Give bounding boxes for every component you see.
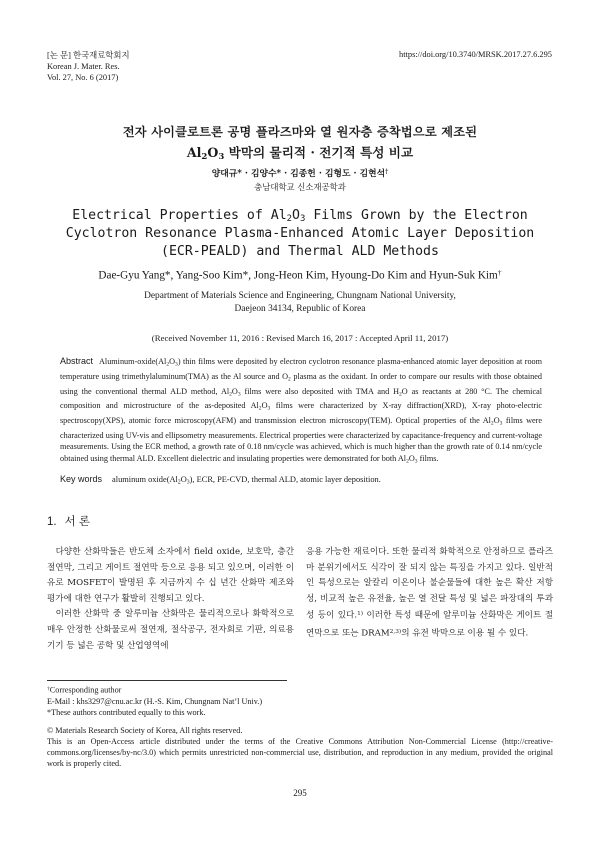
keywords [60, 474, 542, 485]
english-authors [40, 268, 560, 281]
paragraph-text: 응용 가능한 재료이다. 또한 물리적 화학적으로 안정하므로 플라즈마 분위기에서도 식각이 잘 되지 않는 특징을 가지고 있다. 일반적인 특성으로는 알칼리 이온이나 불순물들에 대한 높은 확산 저항성, 비교적 높은 유전율, 높은 열 전달 특성 및 넓은 파장대의 투과성 등이 있다. [306, 547, 553, 621]
abstract-text: films were also deposited with TMA and H [240, 386, 399, 396]
subscript: 2 [490, 420, 494, 427]
subscript: 2 [399, 390, 402, 397]
journal-name-en: Korean J. Mater. Res. [47, 62, 120, 71]
english-title-line2: Cyclotron Resonance Plasma-Enhanced Atomic Layer Deposition [65, 226, 535, 241]
corresponding-mark: † [497, 268, 502, 277]
equal-contribution-note: *These authors contributed equally to this work. [47, 707, 206, 717]
korean-affiliation: 충남대학교 신소재공학과 [254, 182, 346, 192]
abstract-text: O [493, 416, 500, 426]
subscript: 3 [218, 152, 225, 163]
journal-volume: Vol. 27, No. 6 (2017) [47, 73, 119, 82]
abstract-text: O [261, 401, 268, 411]
footnotes [47, 684, 262, 718]
section-number: 1. [47, 516, 57, 528]
paragraph: 다양한 산화막들은 반도체 소자에서 field oxide, 보호막, 층간 절연막, 그리고 게이트 절연막 등으로 응용 되고 있으며, 이러한 이유로 MOSFET이 발명된 후 지금까지 수 십 년간 산화막 제조와 평가에 대한 연구가 활발히 진행되고 있다. [47, 547, 294, 604]
license-text: This is an Open-Access article distributed under the terms of the Creative Commons Attribution Non-Commercial License (http://creative-commons.org/licenses/by-nc/3.0) which permits unrestricted non-commercial use, distribution, and reproduction in any medium, provided the original work is properly cited. [47, 737, 553, 768]
keywords-label: Key words [60, 474, 103, 484]
doi-link[interactable]: https://doi.org/10.3740/MRSK.2017.27.6.295 [399, 50, 552, 59]
paragraph [306, 545, 553, 642]
journal-name-ko: [논 문] 한국재료학회지 [47, 51, 130, 60]
formula-o: O [207, 145, 219, 160]
received-dates: (Received November 11, 2016 : Revised March 16, 2017 : Accepted April 11, 2017) [151, 333, 449, 343]
paragraph-text: 이러한 특성 때문에 알루미늄 산화막은 게이트 절연막으로 또는 DRAM [306, 611, 553, 639]
abstract-text: films. [417, 453, 439, 463]
subscript: 3 [267, 405, 271, 412]
abstract-label: Abstract [60, 356, 94, 366]
title-part: Films Grown by the Electron [305, 208, 528, 223]
subscript: 2 [406, 458, 409, 465]
korean-author-list: 양대규* · 김양수* · 김종헌 · 김형도 · 김현석 [211, 169, 386, 179]
keywords-text: ), ECR, PE-CVD, thermal ALD, atomic layer deposition. [189, 475, 381, 484]
corresponding-author [47, 684, 262, 696]
subscript: 2 [258, 405, 262, 412]
subscript: 3 [237, 390, 241, 397]
corresponding-mark: † [47, 686, 50, 692]
subscript: 2 [201, 152, 208, 163]
author-email[interactable]: E-Mail : khs3297@cnu.ac.kr (H.-S. Kim, Chungnam Nat’l Univ.) [47, 696, 263, 706]
subscript: 2 [288, 376, 291, 383]
paragraph: 이러한 산화막 중 알루미늄 산화막은 물리적으로나 화학적으로 매우 안정한 산화물로써 절연재, 절삭공구, 전자회로 기판, 의료용 기기 등 넓은 공학 및 산업영역에 [47, 609, 294, 651]
affiliation-line2: Daejeon 34134, Republic of Korea [234, 304, 366, 314]
body-column-right [306, 545, 553, 642]
abstract-text: ) thin films were deposited by electron cyclotron resonance plasma-enhanced atomic layer deposition at room temperature using trimethylaluminum(TMA) as the Al source and O [60, 357, 542, 381]
abstract [60, 356, 542, 468]
subscript: 3 [499, 420, 503, 427]
subscript: 2 [229, 390, 232, 397]
subscript: 3 [414, 458, 418, 465]
corresponding-mark: † [385, 168, 389, 176]
page-number: 295 [293, 788, 307, 798]
abstract-text: Aluminum-oxide(Al [99, 357, 167, 366]
subscript: 3 [186, 479, 190, 486]
abstract-text: films were characterized using UV-vis and ellipsometry measurements. Electrical properties were characterized by capacitance-frequency and current-voltage measurements. Using the ECR method, a growth rate of 0.18 nm/cycle was achieved, which is much higher than the growth rate of 0.14 nm/cycle obtained using thermal ALD. Excellent dielectric and insulating properties were demonstrated for both Al [60, 416, 542, 463]
keywords-text: O [180, 475, 187, 484]
english-title-line3: (ECR-PEALD) and Thermal ALD Methods [161, 244, 439, 259]
subscript: 3 [175, 361, 178, 368]
footnote-divider [47, 680, 287, 681]
subscript: 2 [286, 214, 293, 225]
abstract-text: O [408, 453, 415, 463]
title-part: Electrical Properties of Al [72, 208, 287, 223]
corresponding-label: Corresponding author [49, 685, 122, 695]
abstract-text: O [169, 357, 176, 366]
english-author-list: Dae-Gyu Yang*, Yang-Soo Kim*, Jong-Heon Kim, Hyoung-Do Kim and Hyun-Suk Kim [98, 269, 498, 282]
affiliation-line1: Department of Materials Science and Engineering, Chungnam National University, [144, 291, 456, 301]
section-title: 서 론 [64, 516, 91, 528]
reference-mark[interactable]: 2,3) [389, 628, 402, 635]
title-part: O [292, 208, 300, 223]
reference-mark[interactable]: 1) [357, 611, 364, 618]
abstract-text: plasma as the oxidant. In order to compare our results with those obtained using the conventional thermal ALD method, Al [60, 371, 542, 396]
abstract-text: films were characterized by X-ray diffraction(XRD), X-ray photo-electric spectroscopy(XPS), atomic force microscopy(AFM) and transmission electron microscopy(TEM). Optical properties of the Al [60, 401, 542, 426]
subscript: 3 [300, 214, 306, 225]
journal-header [47, 50, 130, 83]
korean-title-line2 [60, 142, 540, 162]
korean-title-line1: 전자 사이클로트론 공명 플라즈마와 열 원자층 증착법으로 제조된 [122, 125, 478, 139]
english-affiliation [60, 290, 540, 316]
copyright-notice [47, 725, 553, 769]
korean-title-rest: 박막의 물리적 · 전기적 특성 비교 [224, 145, 414, 160]
abstract-text: O [231, 386, 238, 396]
section-heading [47, 513, 90, 529]
korean-authors [60, 166, 540, 179]
copyright-line: © Materials Research Society of Korea, All rights reserved. [47, 726, 243, 735]
keywords-text: aluminum oxide(Al [112, 475, 178, 484]
abstract-text: O as reactants at 280 °C. The chemical composition and microstructure of the as-deposited Al [60, 386, 542, 411]
paragraph-text: 의 유전 박막으로 이용 될 수 있다. [401, 628, 529, 639]
subscript: 2 [166, 361, 170, 368]
body-column-left [47, 545, 294, 654]
formula-al: Al [186, 145, 202, 160]
subscript: 2 [177, 479, 181, 486]
